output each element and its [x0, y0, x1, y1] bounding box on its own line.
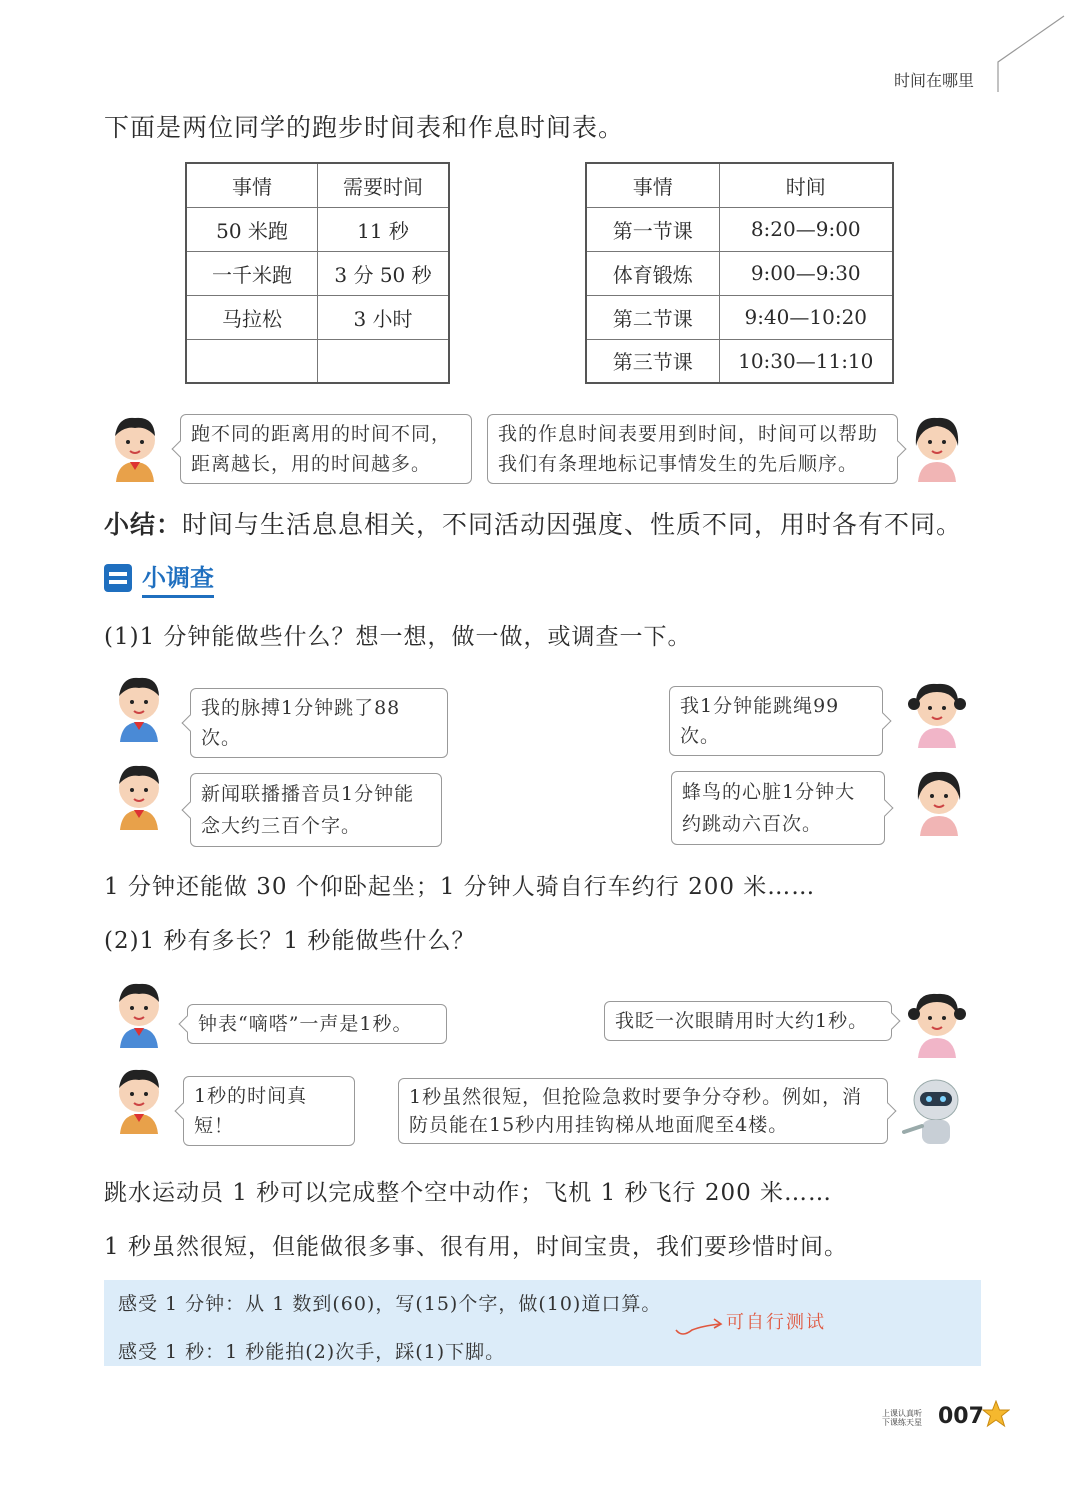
slogan-line: 上课认真听 [882, 1409, 922, 1418]
summary-label: 小结： [104, 510, 183, 539]
girl-avatar [908, 678, 966, 748]
girl-avatar [908, 412, 966, 482]
table-header-row [586, 163, 893, 207]
table-cell: 8:20—9:00 [719, 207, 893, 251]
speech-bubble [187, 1004, 447, 1044]
table-row [186, 295, 449, 339]
bubble-text: 我的脉搏1分钟跳了88次。 [201, 697, 401, 749]
table-cell: 第一节课 [586, 207, 719, 251]
bubble-text: 我的作息时间表要用到时间，时间可以帮助我们有条理地标记事情发生的先后顺序。 [498, 423, 879, 475]
table-header-cell: 事情 [186, 163, 318, 207]
girl-avatar [910, 766, 968, 836]
girl-avatar [908, 988, 966, 1058]
table-cell [318, 339, 450, 383]
section-heading [104, 558, 214, 598]
bubble-text: 新闻联播播音员1分钟能念大约三百个字。 [201, 783, 415, 837]
boy-avatar [110, 672, 168, 742]
table-cell: 9:00—9:30 [719, 251, 893, 295]
table-cell: 马拉松 [186, 295, 318, 339]
bubble-text: 1秒虽然很短，但抢险急救时要争分夺秒。例如，消防员能在15秒内用挂钩梯从地面爬至4楼。 [409, 1086, 863, 1136]
note-line-second: 感受 1 秒：1 秒能拍(2)次手，踩(1)下脚。 [118, 1341, 506, 1363]
question-2: (2)1 秒有多长？1 秒能做些什么？ [104, 928, 476, 954]
speech-bubble [190, 773, 442, 847]
bubble-text: 跑不同的距离用的时间不同，距离越长，用的时间越多。 [191, 423, 452, 475]
schedule-table [585, 162, 894, 384]
handwritten-annotation: 可自行测试 [726, 1312, 826, 1333]
second-examples: 跳水运动员 1 秒可以完成整个空中动作；飞机 1 秒飞行 200 米…… [104, 1180, 833, 1206]
table-cell: 第二节课 [586, 295, 719, 339]
boy-avatar [110, 760, 168, 830]
running-time-table [185, 162, 450, 384]
summary-text: 时间与生活息息相关，不同活动因强度、性质不同，用时各有不同。 [182, 510, 963, 539]
table-header-cell: 需要时间 [318, 163, 450, 207]
table-row [186, 339, 449, 383]
minute-examples: 1 分钟还能做 30 个仰卧起坐；1 分钟人骑自行车约行 200 米…… [104, 874, 816, 900]
slogan-line: 下课练天星 [882, 1418, 922, 1427]
table-header-cell: 事情 [586, 163, 719, 207]
summary [104, 505, 962, 541]
table-cell: 11 秒 [318, 207, 450, 251]
table-cell: 一千米跑 [186, 251, 318, 295]
bubble-text: 我1分钟能跳绳99次。 [680, 695, 840, 747]
table-cell: 50 米跑 [186, 207, 318, 251]
page-corner-decoration [996, 14, 1066, 94]
boy-avatar [106, 412, 164, 482]
table-cell: 体育锻炼 [586, 251, 719, 295]
table-header-cell: 时间 [719, 163, 893, 207]
speech-bubble [604, 1001, 892, 1041]
chapter-title: 时间在哪里 [893, 71, 974, 90]
handwritten-arrow-icon [672, 1316, 728, 1340]
speech-bubble [180, 414, 472, 484]
bubble-text: 钟表“嘀嗒”一声是1秒。 [198, 1013, 413, 1035]
table-row [586, 251, 893, 295]
speech-bubble [190, 688, 448, 758]
table-row [586, 339, 893, 383]
speech-bubble [671, 771, 885, 845]
page-number: 007 [938, 1404, 984, 1429]
section-title: 小调查 [142, 558, 214, 598]
bubble-text: 蜂鸟的心脏1分钟大约跳动六百次。 [682, 781, 856, 835]
star-mascot-icon [982, 1400, 1010, 1428]
table-cell: 3 分 50 秒 [318, 251, 450, 295]
table-cell: 9:40—10:20 [719, 295, 893, 339]
speech-bubble [487, 414, 898, 484]
speech-bubble [183, 1076, 355, 1146]
boy-avatar [110, 978, 168, 1048]
speech-bubble [669, 686, 883, 756]
table-cell: 第三节课 [586, 339, 719, 383]
bubble-text: 我眨一次眼睛用时大约1秒。 [615, 1010, 869, 1032]
speech-bubble [398, 1078, 888, 1144]
table-row [186, 251, 449, 295]
table-header-row [186, 163, 449, 207]
table-cell: 3 小时 [318, 295, 450, 339]
table-cell [186, 339, 318, 383]
bubble-text: 1秒的时间真短！ [194, 1085, 308, 1137]
intro-text: 下面是两位同学的跑步时间表和作息时间表。 [104, 113, 625, 142]
conclusion: 1 秒虽然很短，但能做很多事、很有用，时间宝贵，我们要珍惜时间。 [104, 1234, 848, 1260]
table-row [586, 295, 893, 339]
boy-avatar [110, 1064, 168, 1134]
question-1: (1)1 分钟能做些什么？想一想，做一做，或调查一下。 [104, 624, 692, 650]
section-number-icon [104, 564, 132, 592]
robot-avatar [900, 1074, 966, 1144]
note-line-minute: 感受 1 分钟：从 1 数到(60)，写(15)个字，做(10)道口算。 [118, 1293, 662, 1315]
table-row [586, 207, 893, 251]
table-cell: 10:30—11:10 [719, 339, 893, 383]
footer-slogan [882, 1409, 922, 1427]
table-row [186, 207, 449, 251]
